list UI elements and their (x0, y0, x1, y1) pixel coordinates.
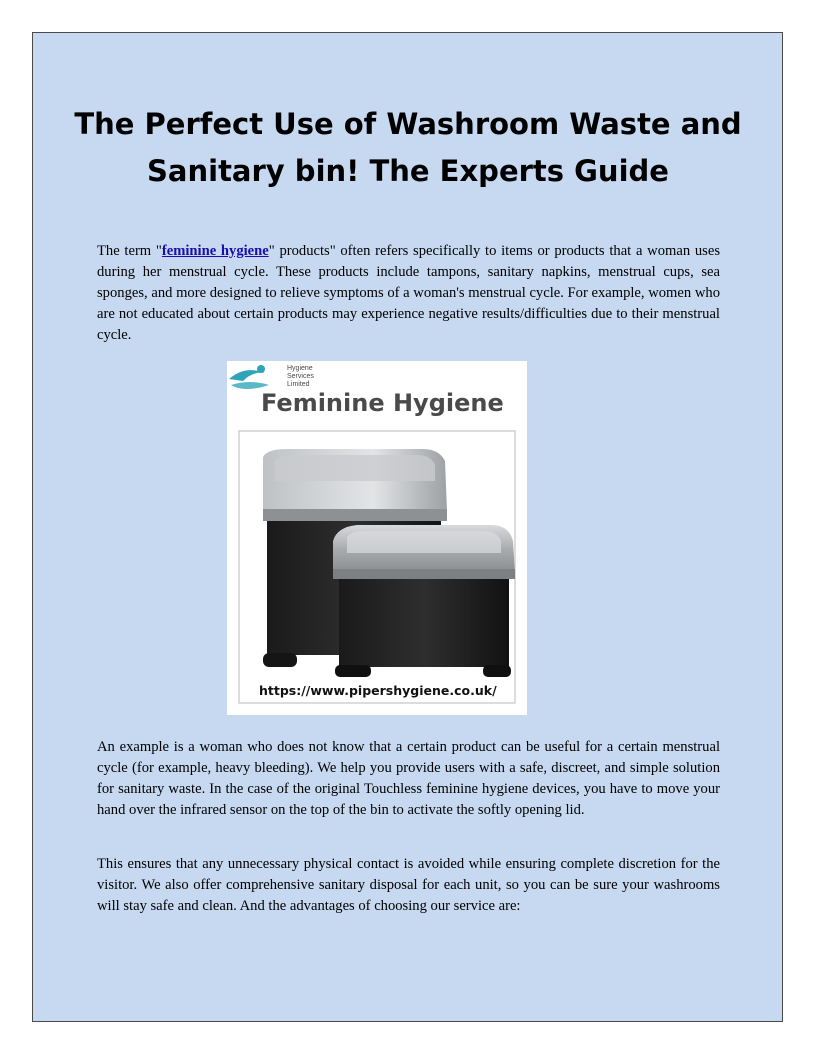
page-title: The Perfect Use of Washroom Waste and Sanitary bin! The Experts Guide (74, 107, 742, 188)
discretion-paragraph: This ensures that any unnecessary physical contact is avoided while ensuring complete discretion for the visitor. We also offer comprehensive sanitary disposal for each unit, so you can be sure your washrooms will stay safe and clean. And the advantages of choosing our service are: (97, 856, 720, 914)
intro-paragraph (97, 241, 720, 346)
intro-text-start: The term " (97, 243, 162, 259)
logo-line-3: Limited (287, 381, 310, 388)
website-url: https://www.pipershygiene.co.uk/ (259, 683, 497, 698)
figure-heading: Feminine Hygiene (261, 389, 504, 417)
document-page (32, 32, 783, 1022)
logo-line-1: Hygiene (287, 365, 313, 372)
intro-text-rest: " products" often refers specifically to items or products that a woman uses during her menstrual cycle. These products include tampons, sanitary napkins, menstrual cups, sea sponges, and more designed to relieve symptoms of a woman's menstrual cycle. For example, women who are not educated about certain products may experience negative results/difficulties due to their menstrual cycle. (97, 243, 720, 343)
company-logo (229, 365, 314, 389)
example-paragraph: An example is a woman who does not know that a certain product can be useful for a certain menstrual cycle (for example, heavy bleeding). We help you provide users with a safe, discreet, and simple solution for sanitary waste. In the case of the original Touchless feminine hygiene devices, you have to move your hand over the infrared sensor on the top of the bin to activate the softly opening lid. (97, 739, 720, 818)
logo-line-2: Services (287, 373, 314, 380)
feminine-hygiene-link[interactable]: feminine hygiene (161, 243, 269, 259)
product-image (227, 361, 527, 715)
small-sanitary-bin (333, 525, 515, 677)
